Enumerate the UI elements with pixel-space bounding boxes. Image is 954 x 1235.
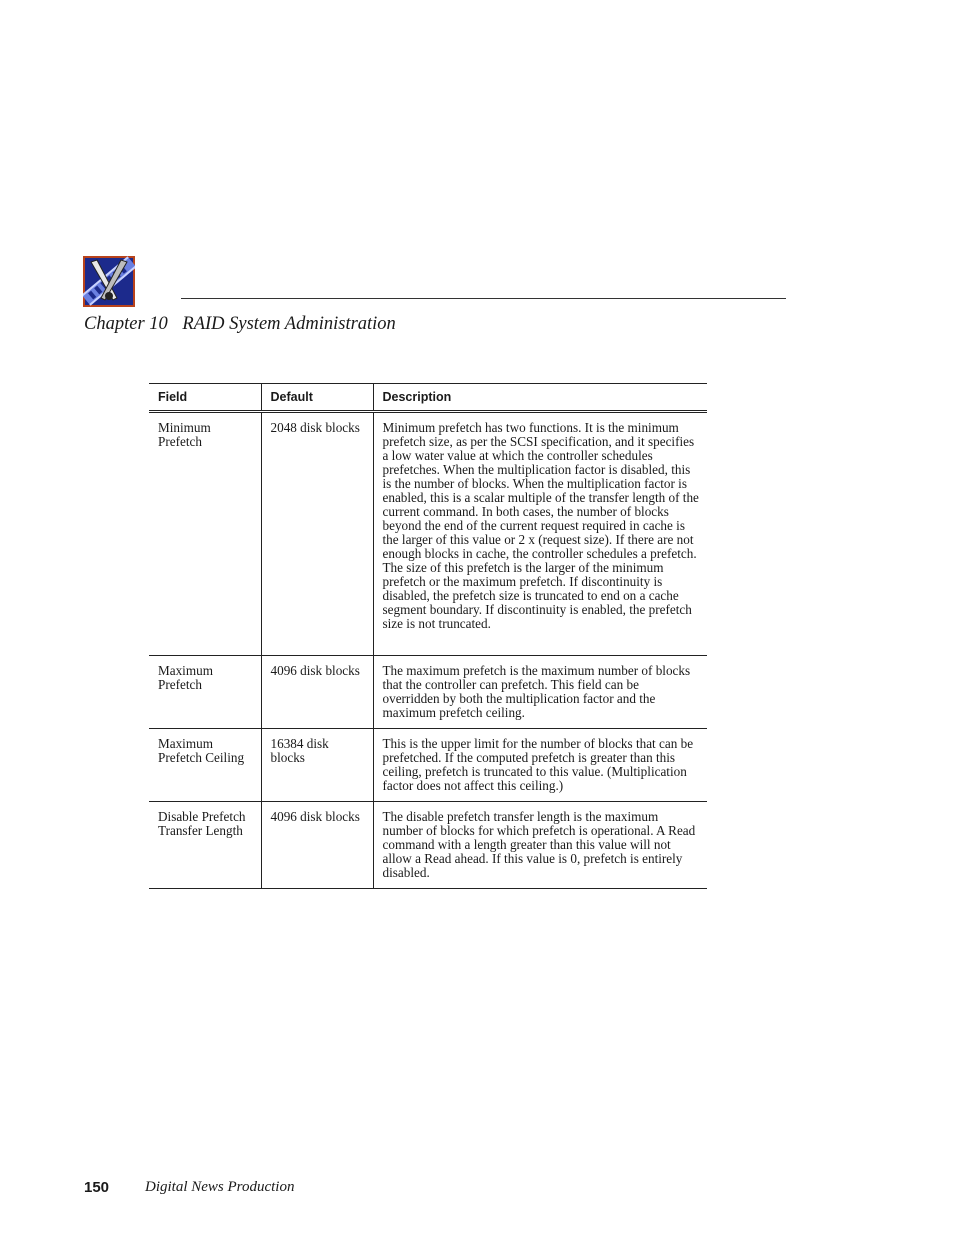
column-header-field: Field [149, 384, 261, 412]
book-title: Digital News Production [145, 1179, 295, 1195]
product-logo-icon [83, 256, 135, 307]
default-cell: 4096 disk blocks [261, 656, 373, 729]
column-header-description: Description [373, 384, 707, 412]
default-cell: 4096 disk blocks [261, 802, 373, 889]
chapter-title: RAID System Administration [182, 314, 396, 334]
default-cell: 2048 disk blocks [261, 412, 373, 656]
description-cell: The disable prefetch transfer length is the maximum number of blocks for which prefetch is operational. A Read command with a length greater than this value will not allow a Read ahead. If this value is 0, prefetch is entirely disabled. [373, 802, 707, 889]
table-row [149, 656, 707, 729]
table-row [149, 412, 707, 656]
description-cell: This is the upper limit for the number of blocks that can be prefetched. If the computed prefetch is greater than this ceiling, prefetch is truncated to this value. (Multiplication factor does not affect this ceiling.) [373, 729, 707, 802]
prefetch-settings-table [149, 383, 707, 889]
description-cell: Minimum prefetch has two functions. It is the minimum prefetch size, as per the SCSI specification, and it specifies a low water value at which the controller schedules prefetches. When the multiplication factor is disabled, this is the number of blocks. When the multiplication factor is enabled, this is a scalar multiple of the transfer length of the current command. In both cases, the number of blocks beyond the end of the current request required in cache is the larger of this value or 2 x (request size). If there are not enough blocks in cache, the controller schedules a prefetch. The size of this prefetch is the larger of the minimum prefetch or the maximum prefetch. If discontinuity is disabled, the prefetch size is truncated to end on a cache segment boundary. If discontinuity is enabled, the prefetch size is not truncated. [373, 412, 707, 656]
field-cell: Minimum Prefetch [149, 412, 261, 656]
field-cell: Maximum Prefetch [149, 656, 261, 729]
chapter-heading [84, 314, 396, 335]
description-cell: The maximum prefetch is the maximum number of blocks that the controller can prefetch. This field can be overridden by both the multiplication factor and the maximum prefetch ceiling. [373, 656, 707, 729]
header-divider [181, 298, 786, 299]
table-header-row [149, 384, 707, 412]
table-row [149, 802, 707, 889]
field-cell: Maximum Prefetch Ceiling [149, 729, 261, 802]
column-header-default: Default [261, 384, 373, 412]
table-row [149, 729, 707, 802]
page-number: 150 [84, 1179, 110, 1196]
chapter-label: Chapter 10 [84, 314, 168, 334]
default-cell: 16384 disk blocks [261, 729, 373, 802]
field-cell: Disable Prefetch Transfer Length [149, 802, 261, 889]
